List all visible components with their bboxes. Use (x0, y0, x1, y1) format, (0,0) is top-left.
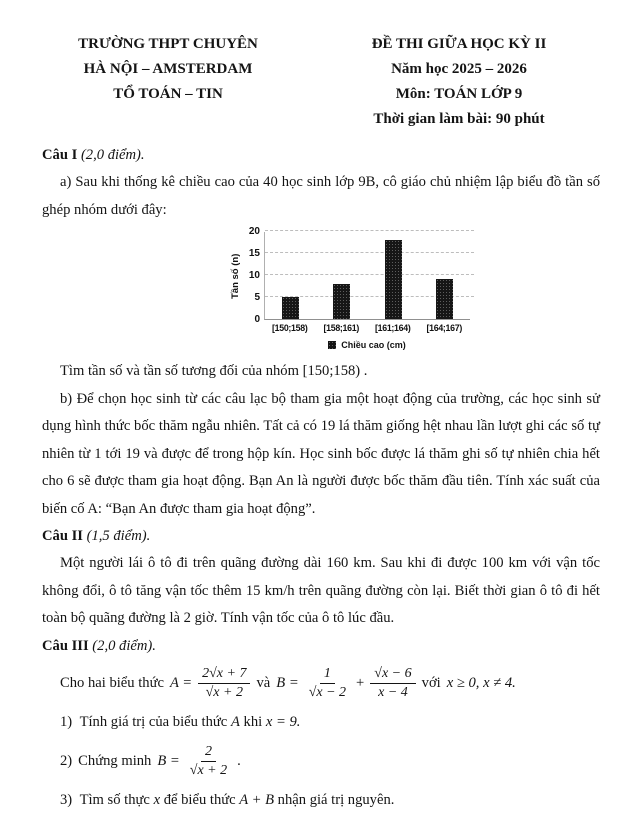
fraction-a-denominator: √x + 2 (205, 684, 243, 700)
item-2-lhs: B = (157, 753, 180, 770)
chart-bar (385, 240, 402, 319)
cau1-part-a: a) Sau khi thống kê chiều cao của 40 học sinh lớp 9B, cô giáo chủ nhiệm lập biểu đồ tần số ghép nhóm dưới đây: (42, 174, 600, 218)
cau3-item-3 (42, 787, 600, 814)
item-3-text-1: Tìm số thực (79, 792, 150, 809)
section-3-heading (42, 633, 600, 660)
fraction-b1-denominator: √x − 2 (308, 684, 347, 700)
item-3-math-1: x (153, 792, 161, 809)
chart-bar (436, 279, 453, 319)
exam-subject: Môn: TOÁN LỚP 9 (395, 86, 523, 102)
exam-info-block (318, 32, 600, 132)
condition-prefix: với (421, 674, 441, 691)
item-3-text-2: để biểu thức (163, 792, 236, 809)
fraction-b2 (370, 665, 415, 702)
section-1-heading (42, 142, 600, 169)
formula-a-lhs: A = (169, 674, 193, 691)
school-name-line1: TRƯỜNG THPT CHUYÊN (78, 36, 258, 52)
chart-ytick-label: 10 (248, 270, 260, 281)
fraction-a-numerator: 2√x + 7 (198, 665, 250, 684)
chart-gridline (265, 230, 474, 231)
legend-swatch-icon (328, 341, 336, 349)
legend-label: Chiều cao (cm) (341, 340, 406, 350)
page-header (42, 32, 600, 132)
cau3-item-2 (42, 743, 600, 780)
cau3-intro-formula (42, 665, 600, 702)
item-3-marker: 3) (60, 792, 73, 809)
chart-bar (282, 297, 299, 319)
fraction-a (198, 665, 250, 702)
chart-bars (265, 232, 470, 319)
section-3-points: (2,0 điểm). (92, 637, 156, 654)
fraction-b2-numerator: √x − 6 (370, 665, 415, 684)
chart-ytick-label: 20 (248, 226, 260, 237)
chart-legend (264, 340, 470, 350)
item-1-math-1: A (230, 713, 240, 730)
formula-b-lhs: B = (276, 674, 299, 691)
section-2-heading (42, 523, 600, 550)
chart-plot (264, 232, 470, 320)
item-3-math-2: A + B (239, 792, 275, 809)
chart-x-labels (264, 323, 470, 333)
chart-x-label: [158;161) (323, 323, 359, 333)
intro-prefix-text: Cho hai biểu thức (60, 674, 164, 691)
item-2-marker: 2) (60, 753, 73, 770)
plus-sign: + (356, 674, 365, 691)
section-2-label: Câu II (42, 528, 83, 544)
item-2-prefix: Chứng minh (78, 753, 152, 770)
cau1-question: Tìm tần số và tần số tương đối của nhóm [150;158) . (60, 363, 368, 379)
condition-math: x ≥ 0, x ≠ 4. (446, 674, 516, 691)
school-department: TỔ TOÁN – TIN (113, 86, 223, 102)
chart-ytick-label: 0 (254, 314, 260, 325)
chart-ytick-label: 5 (254, 292, 260, 303)
fraction-item2-denominator: √x + 2 (189, 763, 228, 779)
item-1-text-1: Tính giá trị của biểu thức (79, 713, 228, 730)
section-3-label: Câu III (42, 637, 89, 654)
exam-duration: Thời gian làm bài: 90 phút (373, 111, 545, 127)
fraction-b2-denominator: x − 4 (378, 684, 408, 700)
chart-x-label: [150;158) (272, 323, 308, 333)
section-2-points: (1,5 điểm). (86, 528, 151, 544)
item-1-math-2: x = 9. (265, 713, 301, 730)
chart-y-tick-labels (244, 226, 264, 325)
cau1-part-b: b) Để chọn học sinh từ các câu lạc bộ tham gia một hoạt động của trường, các học sinh sử dụng hình thức bốc thăm ngẫu nhiên. Tất cả có 19 lá thăm giống hệt nhau lần lượt ghi các số tự nhiên từ 1 tới 19 và được để trong hộp kín. Học sinh bốc được lá thăm ghi số tự nhiên chia hết cho 6 sẽ được tham gia hoạt động. Bạn An là người được bốc thăm đầu tiên. Tính xác suất của biến cố A: “Bạn An được tham gia hoạt động”. (42, 390, 600, 517)
chart-bar (333, 284, 350, 319)
fraction-b1-numerator: 1 (320, 665, 335, 684)
fraction-b1 (305, 665, 350, 702)
fraction-item2-numerator: 2 (201, 743, 216, 762)
exam-school-year: Năm học 2025 – 2026 (391, 61, 527, 77)
connector-text: và (256, 674, 271, 691)
chart-ytick-label: 15 (248, 248, 260, 259)
chart-main-area (230, 226, 478, 325)
item-3-text-3: nhận giá trị nguyên. (277, 792, 395, 809)
item-1-text-2: khi (243, 713, 263, 730)
exam-title: ĐỀ THI GIỮA HỌC KỲ II (371, 36, 547, 52)
item-1-marker: 1) (60, 713, 73, 730)
cau2-body: Một người lái ô tô đi trên quãng đường dài 160 km. Sau khi đi được 100 km với vận tốc không đổi, ô tô tăng vận tốc thêm 15 km/h trên quãng đường còn lại. Biết thời gian ô tô đi hết toàn bộ quãng đường là 2 giờ. Tính vận tốc của ô tô lúc đầu. (42, 555, 600, 626)
section-1-label: Câu I (42, 147, 78, 163)
chart-x-label: [164;167) (426, 323, 462, 333)
section-1-points: (2,0 điểm). (80, 147, 145, 163)
school-block (42, 32, 294, 107)
chart-y-axis-title: Tần số (n) (230, 253, 241, 299)
fraction-item2 (186, 743, 231, 780)
chart-x-label: [161;164) (375, 323, 411, 333)
school-name-line2: HÀ NỘI – AMSTERDAM (83, 61, 253, 77)
cau3-item-1 (42, 709, 600, 736)
item-2-suffix: . (237, 753, 241, 770)
frequency-chart (230, 226, 478, 350)
